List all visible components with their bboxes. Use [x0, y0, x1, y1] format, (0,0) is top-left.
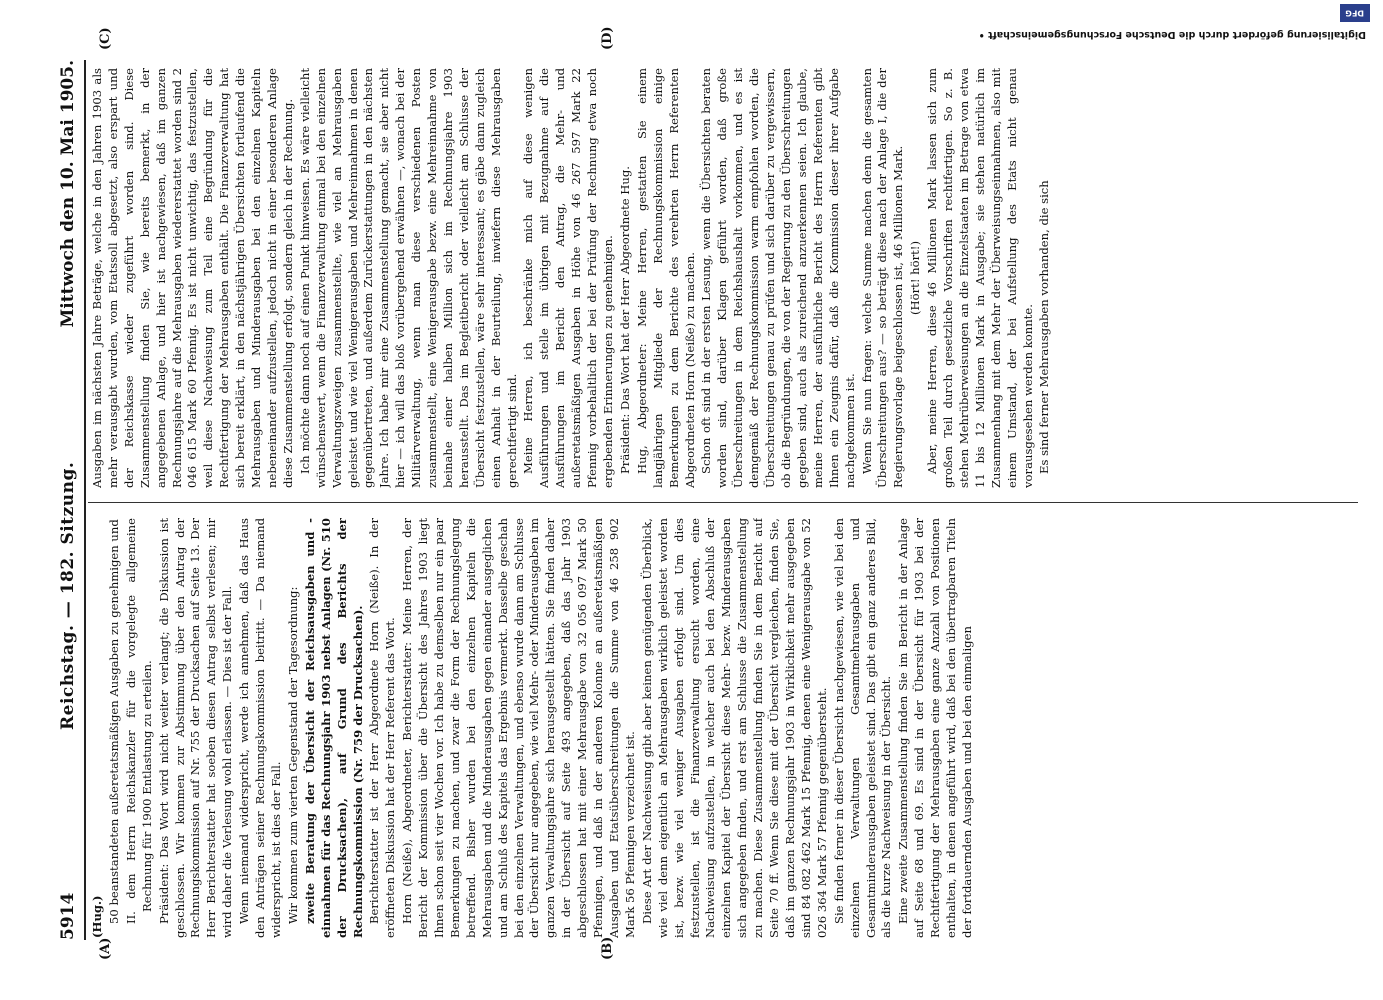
- paragraph: Hug, Abgeordneter: Meine Herren, gestatten Sie einem langjährigen Mitgliede der Rechnungskommission einige Bemerkungen zu dem Berichte des verehrten Herrn Referenten Abgeordneten Horn (Neiße) zu machen.: [634, 68, 697, 488]
- margin-marker-b: (B): [600, 936, 615, 960]
- right-column: [90, 68, 1360, 488]
- paragraph: 50 beanstandeten außeretatsmäßigen Ausgaben zu genehmigen und: [106, 519, 121, 924]
- paragraph: Ausgaben im nächsten Jahre Beträge, welche in den Jahren 1903 als mehr verausgabt wurden, vom Etatssoll abgesetzt, also erspart und der Reichskasse wieder zugeführt worden sind. Diese Zusammenstellung finden Sie, wie bereits bemerkt, in der angegebenen Anlage, und hier ist nachgewiesen, daß im ganzen Rechnungsjahre auf die Mehrausgaben wiedererstattet worden sind 2 046 615 Mark 60 Pfennig. Es ist nicht unwichtig, das festzustellen, weil diese Nachweisung zum Teil eine Begründung für die Rechtfertigung der Mehrausgaben enthält. Die Finanzverwaltung hat sich bereit erklärt, in den nächstjährigen Übersichten fortlaufend die Mehrausgaben und Minderausgaben bei den einzelnen Kapiteln nebeneinander aufzustellen, jedoch nicht in einer besonderen Anlage diese Zusammenstellung erfolgt, sondern gleich in der Rechnung.: [90, 68, 295, 488]
- margin-marker-c: (C): [98, 27, 113, 50]
- paragraph: Wenn niemand widerspricht, werde ich annehmen, daß das Haus den Anträgen seiner Rechnungskommission beitritt. — Da niemand widerspricht, ist dies der Fall.: [237, 518, 283, 938]
- paragraph: Sie finden ferner in dieser Übersicht nachgewiesen, wie viel bei den einzelnen Verwaltungen Gesamtmehrausgaben und Gesamtminderausgaben geleistet sind. Das gibt ein ganz anderes Bild, als die kurze Nachweisung in der Übersicht.: [831, 518, 894, 938]
- paragraph: Berichterstatter ist der Herr Abgeordnete Horn (Neiße). In der eröffneten Diskussion hat der Herr Referent das Wort.: [367, 518, 398, 938]
- session-title: Reichstag. — 182. Sitzung.: [58, 461, 78, 730]
- paragraph: Aber, meine Herren, diese 46 Millionen Mark lassen sich zum großen Teil durch gesetzliche Vorschriften rechtfertigen. So z. B. stehen Mehrüberweisungen an die Einzelstaaten im Betrage von etwa 11 bis 12 Millionen Mark in Ausgabe; sie stehen natürlich im Zusammenhang mit dem Mehr der Überweisungseinnahmen, also mit einem Umstand, der bei Aufstellung des Etats nicht genau vorausgesehen werden konnte.: [925, 68, 1035, 488]
- paragraph: Präsident: Das Wort wird nicht weiter verlangt; die Diskussion ist geschlossen. Wir kommen zur Abstimmung über den Antrag der Rechnungskommission auf Nr. 755 der Drucksachen auf Seite 13. Der Herr Berichterstatter hat soeben diesen Antrag selbst verlesen; mir wird daher die Verlesung wohl erlassen. — Dies ist der Fall.: [156, 518, 235, 938]
- margin-marker-d: (D): [600, 26, 615, 50]
- paragraph: Ich möchte dann noch auf einen Punkt hinweisen. Es wäre vielleicht wünschenswert, wenn die Finanzverwaltung einmal bei den einzelnen Verwaltungszweigen zusammenstellte, wie viel an Mehrausgaben geleistet und wie viel Wenigerausgaben und Mehreinnahmen in denen gegenübertreten, und außerdem Zurückerstattungen in den nächsten Jahre. Ich habe mir eine Zusammenstellung gemacht, sie aber nicht hier — ich will das bloß vorübergehend erwähnen —, wonach bei der Militärverwaltung, wenn man diese verschiedenen Posten zusammenstellt, eine Wenigerausgabe bezw. eine Mehreinnahme von beinahe einer halben Million sich im Rechnungsjahre 1903 herausstellt. Das im Begleitbericht oder vielleicht am Schlusse der Übersicht festzustellen, wäre sehr interessant; es gäbe dann zugleich einen Anhalt in der Beurteilung, inwiefern diese Mehrausgaben gerechtfertigt sind.: [297, 68, 519, 488]
- digitization-credit: Digitalisierung gefördert durch die Deutsche Forschungsgemeinschaft •: [978, 29, 1366, 40]
- paragraph: Präsident: Das Wort hat der Herr Abgeordnete Hug.: [617, 166, 632, 474]
- left-column: [90, 518, 1360, 938]
- paragraph: Wenn Sie nun fragen: welche Summe machen denn die gesamten Überschreitungen aus? — so beträgt diese nach der Anlage I, die der Regierungsvorlage beigeschlossen ist, 46 Millionen Mark.: [859, 68, 906, 488]
- paragraph: Schon oft sind in der ersten Lesung, wenn die Übersichten beraten worden sind, darüber Klagen geführt worden, daß große Überschreitungen in dem Reichshaushalt vorkommen, und es ist demgemäß der Rechnungskommission warm empfohlen worden, die Überschreitungen genau zu prüfen und sich darüber zu vergewissern, ob die Begründungen, die von der Regierung zu den Überschreitungen gegeben sind, auch als zureichend anzuerkennen seien. Ich glaube, meine Herren, der ausführliche Bericht des Herrn Referenten gibt Ihnen ein Zeugnis dafür, daß die Kommission dieser ihrer Aufgabe nachgekommen ist.: [699, 68, 857, 488]
- page-header: [58, 60, 82, 940]
- paragraph: Horn (Neiße), Abgeordneter, Berichterstatter: Meine Herren, der Bericht der Kommission über die Übersicht des Jahres 1903 liegt Ihnen schon seit vier Wochen vor. Ich habe zu demselben nur ein paar Bemerkungen zu machen, und zwar die Form der Rechnungslegung betreffend. Bisher wurden bei den einzelnen Kapiteln die Mehrausgaben und die Minderausgaben gegen einander ausgeglichen und am Schluß des Kapitels das Ergebnis vermerkt. Dasselbe geschah bei den einzelnen Verwaltungen, und ebenso wurde dann am Schlusse der Übersicht nur angegeben, wie viel Mehr- oder Minderausgaben im ganzen Verwaltungsjahre sich herausgestellt hätten. Sie finden daher in der Übersicht auf Seite 493 angegeben, daß das Jahr 1903 abgeschlossen hat mit einer Mehrausgabe von 32 056 097 Mark 50 Pfennigen, und daß in der anderen Kolonne an außeretatsmäßigen Ausgaben und Etatsüberschreitungen die Summe von 46 258 902 Mark 56 Pfennigen verzeichnet ist.: [400, 518, 637, 938]
- paragraph: Meine Herren, ich beschränke mich auf diese wenigen Ausführungen und stelle im übrigen mit Bezugnahme auf die Ausführungen im Bericht den Antrag, die Mehr- und außeretatsmäßigen Ausgaben in Höhe von 46 267 597 Mark 22 Pfennig vorbehaltlich der bei der Prüfung der Rechnung etwa noch ergebenden Erinnerungen zu genehmigen.: [521, 68, 615, 488]
- paragraph: zweite Beratung der Übersicht der Reichsausgaben und -einnahmen für das Rechnungsjahr 1903 nebst Anlagen (Nr. 510 der Drucksachen), auf Grund des Berichts der Rechnungskommission (Nr. 759 der Drucksachen).: [302, 518, 365, 938]
- paragraph: (Hört! hört!): [908, 241, 923, 315]
- paragraph: Diese Art der Nachweisung gibt aber keinen genügenden Überblick, wie viel denn eigentlich an Mehrausgaben wirklich geleistet worden ist, bezw. wie viel weniger Ausgaben erfolgt sind. Um dies festzustellen, ist die Finanzverwaltung ersucht worden, eine Nachweisung aufzustellen, in welcher auch bei den Abschluß der einzelnen Kapitel der Übersicht diese Mehr- bezw. Minderausgaben sich angegeben finden, und erst am Schlusse die Zusammenstellung zu machen. Diese Zusammenstellung finden Sie in dem Bericht auf Seite 70 ff. Wenn Sie diese mit der Übersicht vergleichen, finden Sie, daß im ganzen Rechnungsjahr 1903 in Wirklichkeit mehr ausgegeben sind 84 082 462 Mark 15 Pfennig, denen eine Wenigerausgabe von 52 026 364 Mark 57 Pfennig gegenübersteht.: [639, 518, 829, 938]
- margin-marker-a: (A): [98, 937, 113, 960]
- paragraph: Eine zweite Zusammenstellung finden Sie im Bericht in der Anlage auf Seite 68 und 69. Es sind in der Übersicht für 1903 bei der Rechtfertigung der Mehrausgaben eine ganze Anzahl von Positionen enthalten, in denen angeführt wird, daß bei den übertragbaren Titeln der fortdauernden Ausgaben und bei den einmaligen: [896, 518, 974, 938]
- session-date: Mittwoch den 10. Mai 1905.: [58, 60, 78, 328]
- paragraph: (Hug.): [90, 895, 104, 938]
- paragraph: II. dem Herrn Reichskanzler für die vorgelegte allgemeine Rechnung für 1900 Entlastung zu erteilen.: [123, 518, 154, 924]
- column-divider: [88, 502, 1358, 503]
- page-number: 5914: [58, 892, 78, 940]
- paragraph: Es sind ferner Mehrausgaben vorhanden, die sich: [1037, 180, 1052, 474]
- dfg-logo: DFG: [1340, 4, 1370, 22]
- header-rule: [84, 60, 86, 940]
- paragraph: Wir kommen zum vierten Gegenstand der Tagesordnung:: [285, 586, 300, 924]
